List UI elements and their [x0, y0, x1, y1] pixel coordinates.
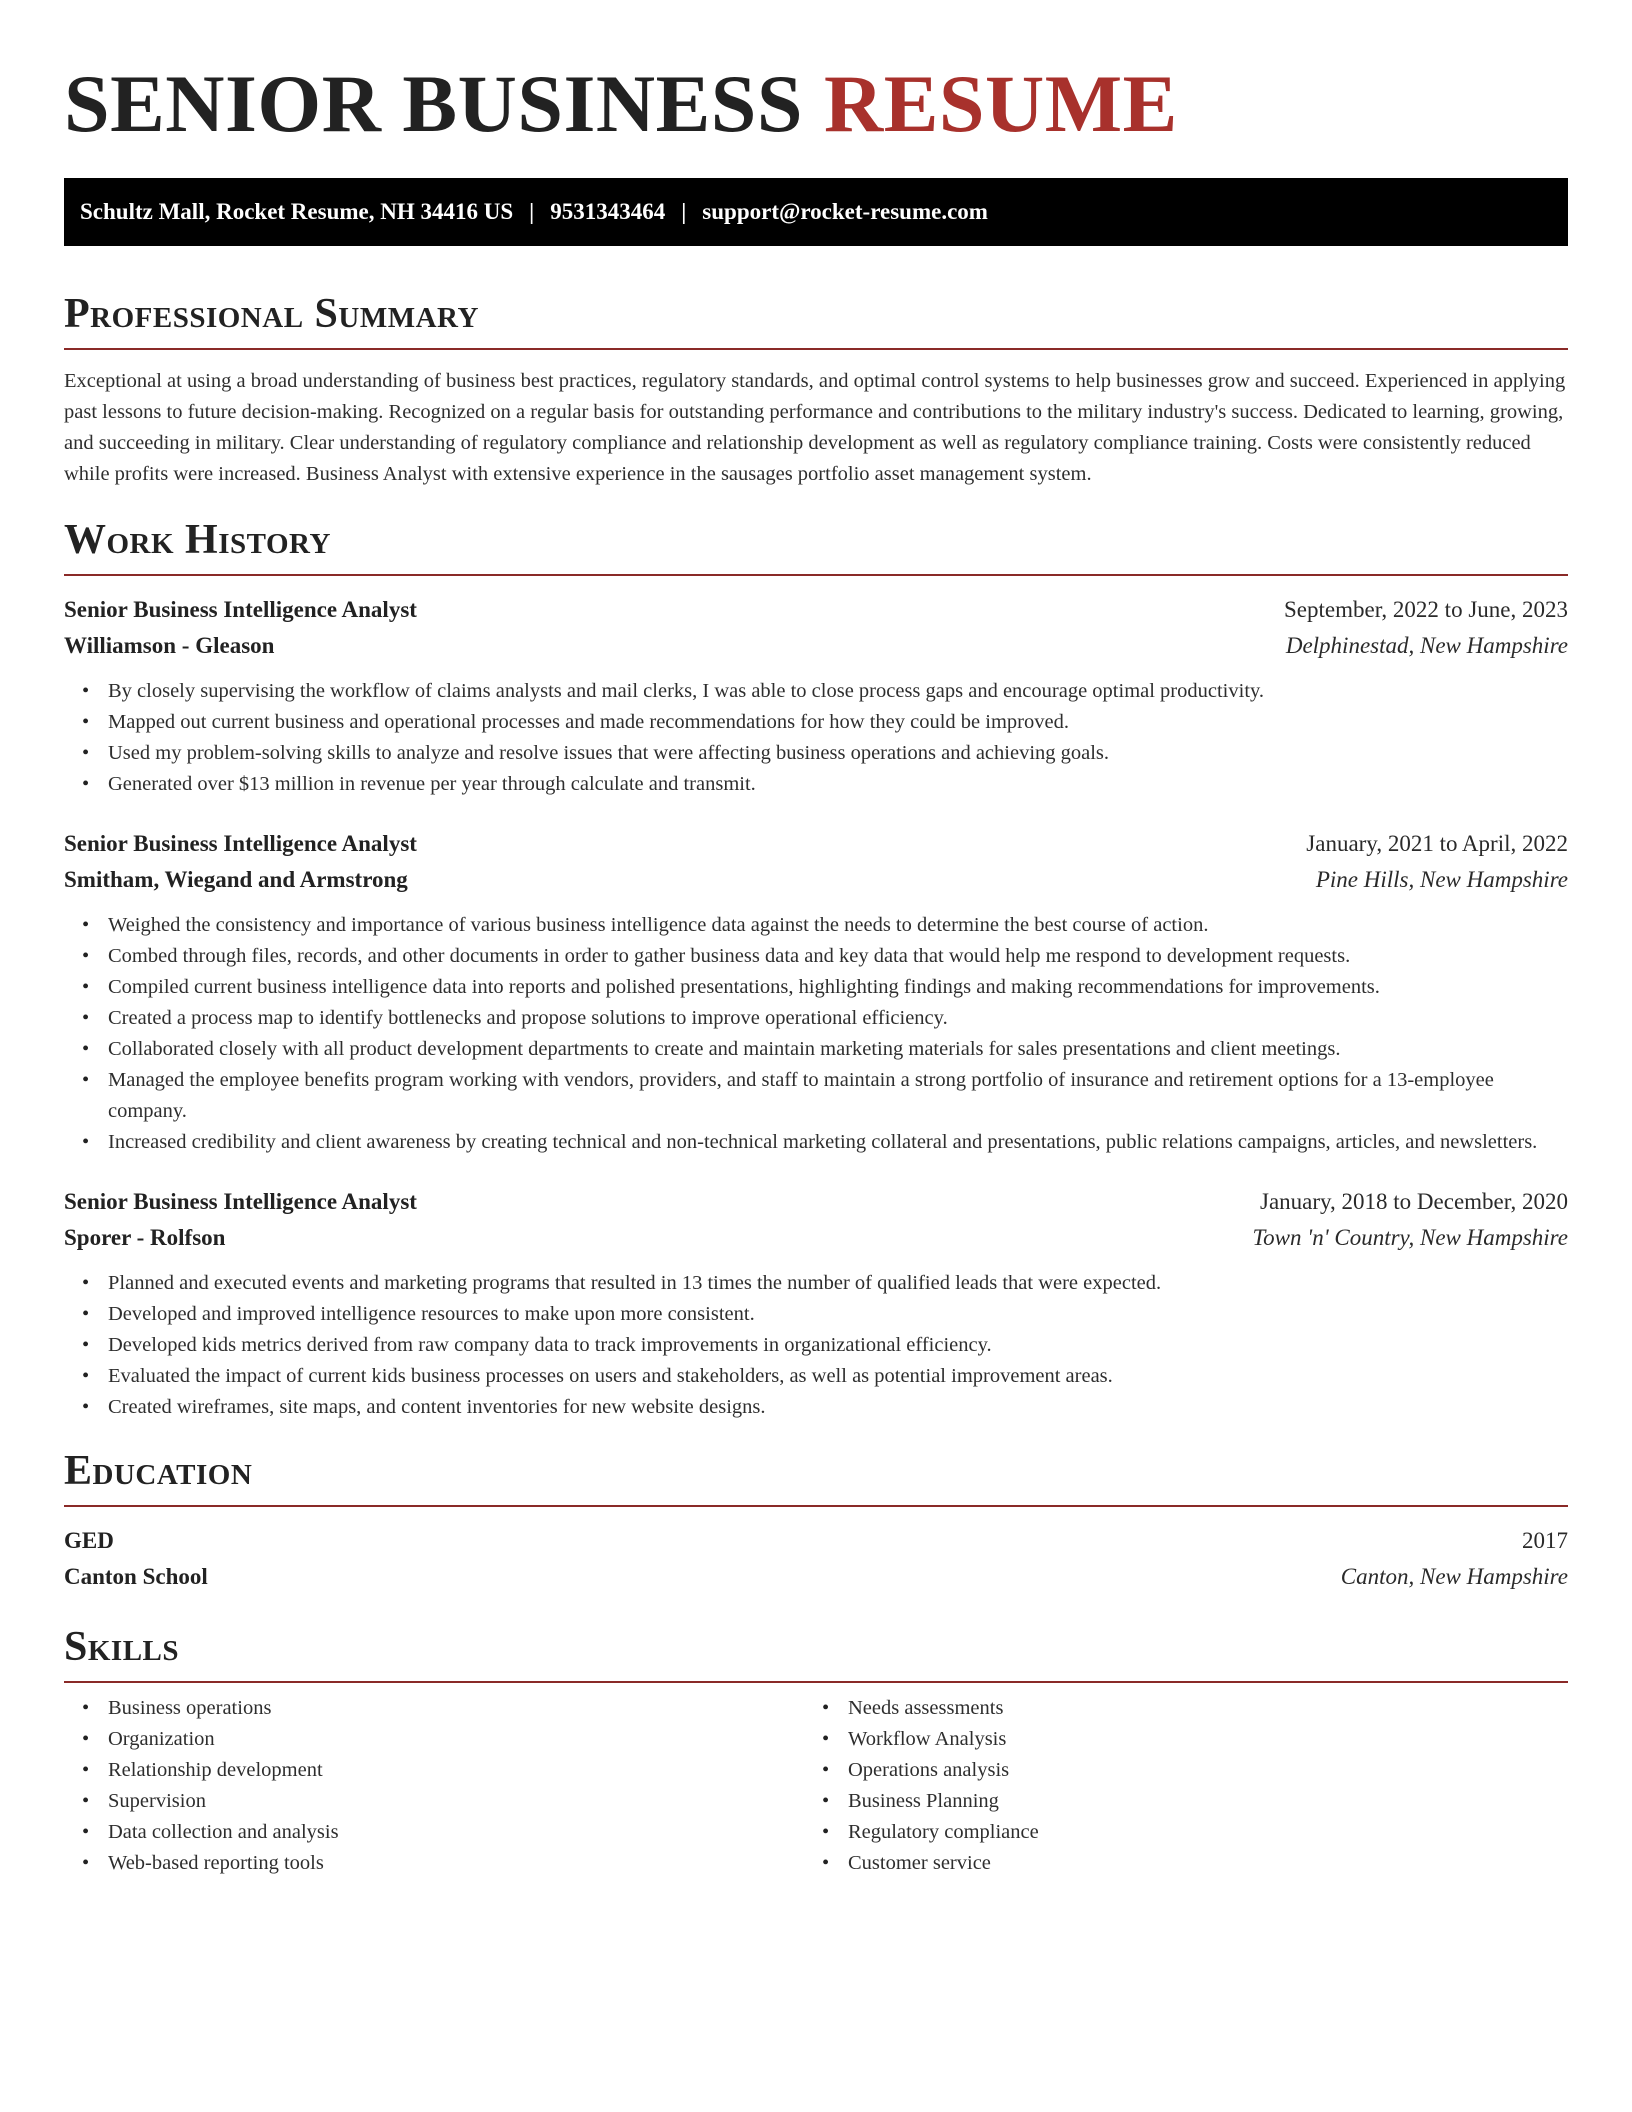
- job-bullet: • Weighed the consistency and importance of various business intelligence data against the needs to determine the best course of action.: [108, 910, 1568, 941]
- job-company-row: [64, 862, 1568, 898]
- job-bullet: • Increased credibility and client awareness by creating technical and non-technical marketing collateral and presentations, public relations campaigns, articles, and newsletters.: [108, 1127, 1568, 1158]
- job-company: Smitham, Wiegand and Armstrong: [64, 867, 408, 892]
- education-section: [64, 1445, 1568, 1595]
- work-history-heading: Work History: [64, 517, 331, 563]
- skills-grid: [64, 1693, 1568, 1879]
- title-accent: RESUME: [823, 58, 1178, 149]
- job-bullet: • Mapped out current business and operational processes and made recommendations for how they could be improved.: [108, 707, 1568, 738]
- education-location: Canton, New Hampshire: [1340, 1564, 1568, 1589]
- job-bullet: • Evaluated the impact of current kids business processes on users and stakeholders, as well as potential improvement areas.: [108, 1361, 1568, 1392]
- contact-separator: |: [681, 199, 687, 224]
- job-location: Town 'n' Country, New Hampshire: [1252, 1225, 1568, 1250]
- education-entry: [64, 1523, 1568, 1595]
- job-bullet: • Created wireframes, site maps, and content inventories for new website designs.: [108, 1392, 1568, 1423]
- skills-column-left: [64, 1693, 804, 1879]
- education-heading: Education: [64, 1448, 253, 1494]
- job-bullets: [64, 910, 1568, 1158]
- job-bullets: [64, 676, 1568, 800]
- skill-item: • Data collection and analysis: [108, 1817, 804, 1848]
- job-bullet: • Compiled current business intelligence data into reports and polished presentations, highlighting findings and making recommendations for improvements.: [108, 972, 1568, 1003]
- title-main: SENIOR BUSINESS: [64, 58, 803, 149]
- job-title: Senior Business Intelligence Analyst: [64, 1189, 417, 1214]
- skill-item: • Organization: [108, 1724, 804, 1755]
- job-bullet: • Developed kids metrics derived from raw company data to track improvements in organizational efficiency.: [108, 1330, 1568, 1361]
- skills-column-right: [804, 1693, 1544, 1879]
- job-dates: September, 2022 to June, 2023: [1284, 597, 1568, 622]
- job-bullet: • Created a process map to identify bottlenecks and propose solutions to improve operational efficiency.: [108, 1003, 1568, 1034]
- job-bullet: • Collaborated closely with all product development departments to create and maintain marketing materials for sales presentations and client meetings.: [108, 1034, 1568, 1065]
- contact-address: Schultz Mall, Rocket Resume, NH 34416 US: [80, 199, 514, 224]
- job-company-row: [64, 628, 1568, 664]
- job-bullet: • Combed through files, records, and other documents in order to gather business data and key data that would help me respond to development requests.: [108, 941, 1568, 972]
- contact-bar: [64, 178, 1568, 246]
- skill-item: • Operations analysis: [848, 1755, 1544, 1786]
- job-bullet: • By closely supervising the workflow of claims analysts and mail clerks, I was able to close process gaps and encourage optimal productivity.: [108, 676, 1568, 707]
- job-entry: [64, 826, 1568, 1158]
- skill-item: • Customer service: [848, 1848, 1544, 1879]
- section-divider: [64, 574, 1568, 576]
- skill-item: • Regulatory compliance: [848, 1817, 1544, 1848]
- skill-item: • Workflow Analysis: [848, 1724, 1544, 1755]
- contact-phone: 9531343464: [550, 199, 666, 224]
- skill-item: • Needs assessments: [848, 1693, 1544, 1724]
- job-company-row: [64, 1220, 1568, 1256]
- job-title: Senior Business Intelligence Analyst: [64, 597, 417, 622]
- section-divider: [64, 1681, 1568, 1683]
- skills-list-left: [64, 1693, 804, 1879]
- job-company: Williamson - Gleason: [64, 633, 275, 658]
- job-bullet: • Used my problem-solving skills to analyze and resolve issues that were affecting business operations and achieving goals.: [108, 738, 1568, 769]
- job-location: Delphinestad, New Hampshire: [1285, 633, 1568, 658]
- job-title: Senior Business Intelligence Analyst: [64, 831, 417, 856]
- job-header-row: [64, 826, 1568, 862]
- job-dates: January, 2021 to April, 2022: [1306, 831, 1568, 856]
- resume-title: [64, 56, 1568, 152]
- section-divider: [64, 1505, 1568, 1507]
- skills-heading: Skills: [64, 1624, 180, 1670]
- section-divider: [64, 348, 1568, 350]
- education-degree: GED: [64, 1528, 114, 1553]
- education-year: 2017: [1522, 1528, 1568, 1553]
- job-entry: [64, 592, 1568, 800]
- job-company: Sporer - Rolfson: [64, 1225, 226, 1250]
- skills-list-right: [804, 1693, 1544, 1879]
- skill-item: • Supervision: [108, 1786, 804, 1817]
- contact-separator: |: [529, 199, 535, 224]
- skill-item: • Business Planning: [848, 1786, 1544, 1817]
- job-header-row: [64, 592, 1568, 628]
- education-school: Canton School: [64, 1564, 208, 1589]
- work-history-section: [64, 514, 1568, 1423]
- job-bullet: • Developed and improved intelligence resources to make upon more consistent.: [108, 1299, 1568, 1330]
- job-location: Pine Hills, New Hampshire: [1315, 867, 1568, 892]
- summary-text: Exceptional at using a broad understanding of business best practices, regulatory standards, and optimal control systems to help businesses grow and succeed. Experienced in applying past lessons to future decision-making. Recognized on a regular basis for outstanding performance and contributions to the military industry's success. Dedicated to learning, growing, and succeeding in military. Clear understanding of regulatory compliance and relationship development as well as regulatory compliance training. Costs were consistently reduced while profits were increased. Business Analyst with extensive experience in the sausages portfolio asset management system.: [64, 370, 1566, 485]
- skills-section: [64, 1621, 1568, 1879]
- job-bullet: • Generated over $13 million in revenue per year through calculate and transmit.: [108, 769, 1568, 800]
- job-header-row: [64, 1184, 1568, 1220]
- job-bullet: • Managed the employee benefits program working with vendors, providers, and staff to maintain a strong portfolio of insurance and retirement options for a 13-employee company.: [108, 1065, 1568, 1127]
- summary-heading: Professional Summary: [64, 291, 479, 337]
- summary-section: [64, 288, 1568, 490]
- education-degree-row: [64, 1523, 1568, 1559]
- contact-email: support@rocket-resume.com: [702, 199, 988, 224]
- job-bullet: • Planned and executed events and marketing programs that resulted in 13 times the number of qualified leads that were expected.: [108, 1268, 1568, 1299]
- education-school-row: [64, 1559, 1568, 1595]
- job-entry: [64, 1184, 1568, 1423]
- skill-item: • Web-based reporting tools: [108, 1848, 804, 1879]
- job-dates: January, 2018 to December, 2020: [1260, 1189, 1568, 1214]
- skill-item: • Business operations: [108, 1693, 804, 1724]
- job-bullets: [64, 1268, 1568, 1423]
- skill-item: • Relationship development: [108, 1755, 804, 1786]
